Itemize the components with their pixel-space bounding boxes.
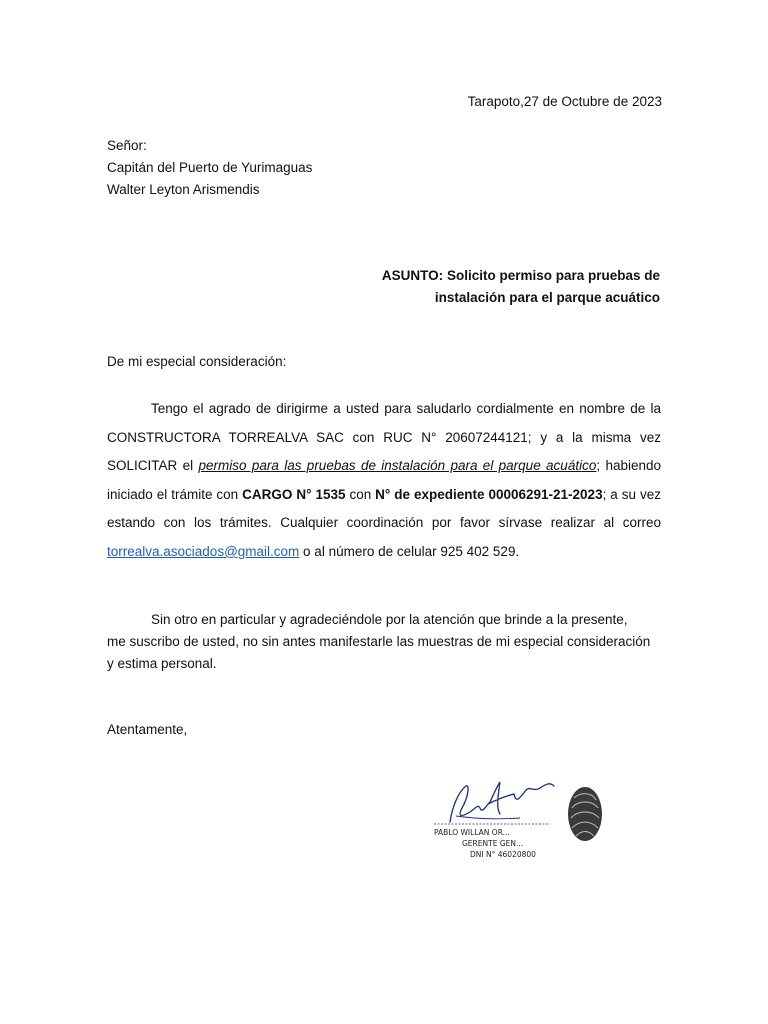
p1-text-3: con (345, 486, 376, 502)
p2-line-1 (107, 609, 667, 631)
p1-text-2: ; habiendo iniciado el trámite con (107, 458, 661, 502)
p1-text-5: o al número de celular 925 402 529. (299, 543, 520, 559)
body-paragraph-2 (107, 609, 667, 675)
addressee-salutation: Señor: (107, 138, 147, 153)
subject-text-1: Solicito permiso para pruebas de (443, 268, 660, 283)
fingerprint-icon (568, 787, 602, 841)
closing: Atentamente, (107, 722, 188, 737)
p2-text-1: Sin otro en particular y agradeciéndole por la atención que brinde a la presente, (151, 612, 628, 627)
greeting: De mi especial consideración: (107, 354, 287, 369)
addressee-name: Walter Leyton Arismendis (107, 182, 260, 197)
email-link[interactable]: torrealva.asociados@gmail.com (107, 543, 300, 559)
subject-block (382, 265, 660, 309)
signature-block (430, 778, 620, 868)
body-paragraph-1 (107, 395, 661, 567)
date-line: Tarapoto,27 de Octubre de 2023 (467, 94, 662, 109)
p1-text-4: ; a su vez estando con los trámites. Cualquier coordinación por favor sírvase realizar al correo (107, 486, 661, 531)
stamp-dni: DNI N° 46020800 (470, 850, 536, 859)
p2-line-3: y estima personal. (107, 656, 217, 671)
stamp-title: GERENTE GEN... (462, 839, 524, 848)
p2-line-2: me suscribo de usted, no sin antes manifestarle las muestras de mi especial consideración (107, 634, 651, 649)
p1-expediente-number: N° de expediente 00006291-21-2023 (375, 486, 603, 502)
subject-label: ASUNTO: (381, 268, 444, 283)
p1-cargo-number: CARGO N° 1535 (242, 486, 346, 502)
subject-line-1 (382, 265, 660, 287)
addressee-position: Capitán del Puerto de Yurimaguas (107, 160, 313, 175)
p1-text-1: Tengo el agrado de dirigirme a usted para saludarlo cordialmente en nombre de la CONSTRUCTORA TORREALVA SAC con RUC N° 20607244121; y a la misma vez SOLICITAR el (107, 401, 661, 474)
stamp-name: PABLO WILLAN OR... (434, 828, 510, 837)
subject-line-2: instalación para el parque acuático (434, 290, 660, 305)
addressee-block (107, 135, 312, 201)
p1-underlined-request: permiso para las pruebas de instalación para el parque acuático (198, 458, 597, 474)
